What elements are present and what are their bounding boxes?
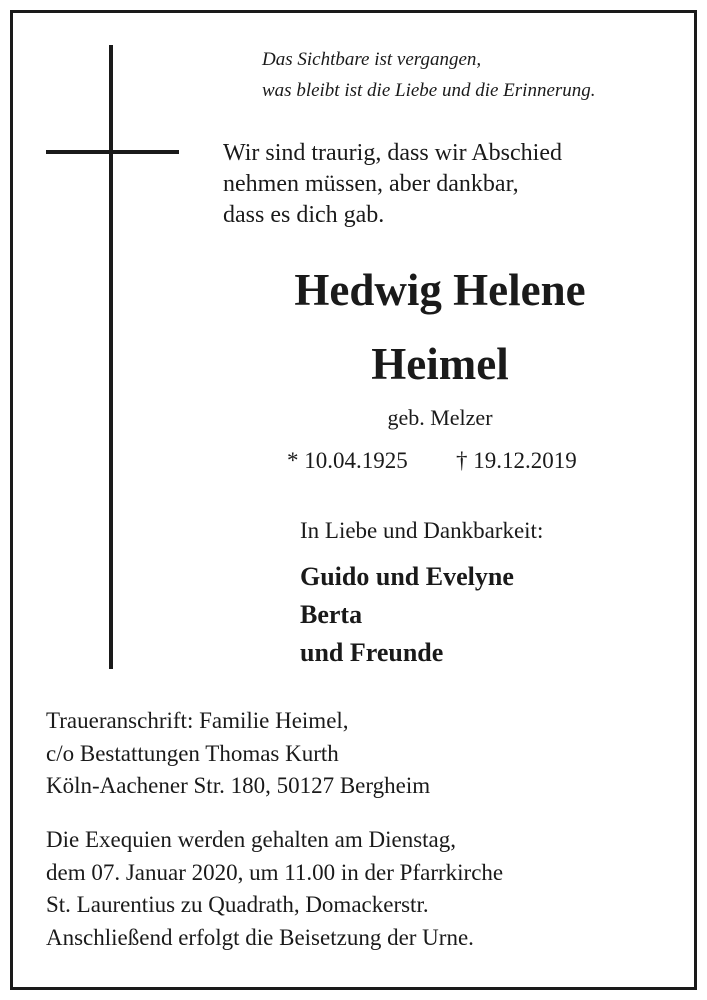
intro-text [223, 138, 562, 231]
address-line: Traueranschrift: Familie Heimel, [46, 708, 349, 733]
deceased-first-names: Hedwig Helene [294, 265, 586, 315]
birth-name: geb. Melzer [387, 405, 493, 430]
service-line: Anschließend erfolgt die Beisetzung der Urne. [46, 924, 474, 950]
death-date: † 19.12.2019 [456, 448, 577, 473]
memorial-quote [262, 44, 596, 106]
address-line: c/o Bestattungen Thomas Kurth [46, 740, 339, 766]
cross-vertical-bar [109, 45, 113, 669]
service-line: St. Laurentius zu Quadrath, Domackerstr. [46, 892, 429, 917]
intro-line: Wir sind traurig, dass wir Abschied [223, 140, 562, 166]
mourning-address [46, 705, 430, 803]
address-line: Köln-Aachener Str. 180, 50127 Bergheim [46, 773, 431, 798]
love-line: In Liebe und Dankbarkeit: [300, 518, 544, 543]
service-line: Die Exequien werden gehalten am Dienstag, [46, 827, 457, 852]
intro-line: nehmen müssen, aber dankbar, [223, 171, 519, 197]
mourner: und Freunde [300, 638, 444, 667]
mourners-list [300, 558, 514, 672]
quote-line: Das Sichtbare ist vergangen, [262, 49, 482, 70]
service-line: dem 07. Januar 2020, um 11.00 in der Pfarrkirche [46, 859, 504, 885]
mourner: Guido und Evelyne [300, 562, 514, 591]
service-info [46, 824, 503, 954]
quote-line: was bleibt ist die Liebe und die Erinnerung. [262, 80, 596, 101]
mourner: Berta [300, 600, 363, 629]
cross-horizontal-bar [46, 150, 179, 154]
birth-date: * 10.04.1925 [287, 448, 408, 473]
intro-line: dass es dich gab. [223, 202, 385, 228]
deceased-surname: Heimel [371, 339, 509, 389]
